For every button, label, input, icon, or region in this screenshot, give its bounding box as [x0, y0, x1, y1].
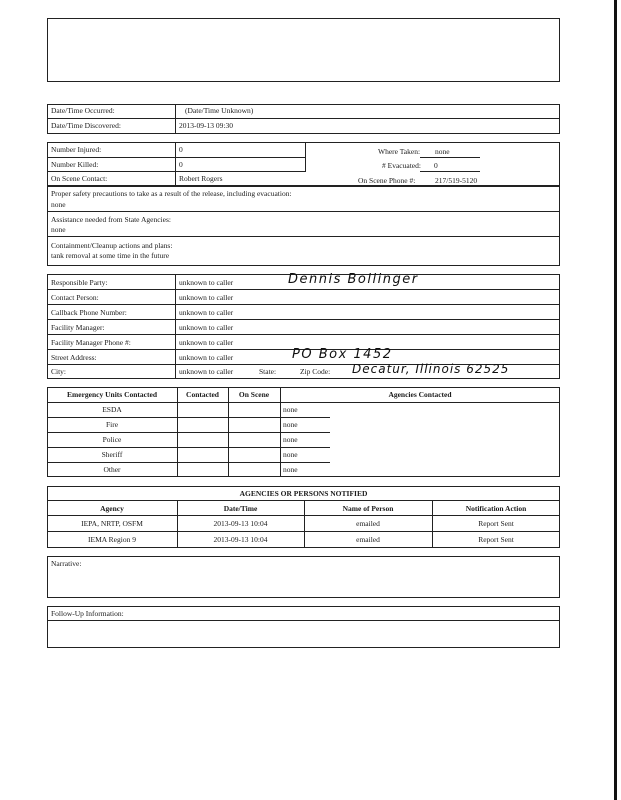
unit-fire-agency: none [283, 420, 298, 429]
street-address-value: unknown to caller [179, 353, 234, 362]
agencies-contacted-header: Agencies Contacted [388, 390, 452, 399]
date-occurred-label: Date/Time Occurred: [51, 106, 115, 115]
notified-row-agency: IEMA Region 9 [88, 535, 136, 544]
agency-header: Agency [100, 504, 124, 513]
person-header: Name of Person [342, 504, 394, 513]
injured-label: Number Injured: [51, 145, 102, 154]
state-label: State: [259, 367, 277, 376]
street-handwritten: PO Box 1452 [292, 347, 393, 362]
city-value: unknown to caller [179, 367, 234, 376]
responsible-party-value: unknown to caller [179, 278, 234, 287]
notified-row-action: Report Sent [478, 535, 514, 544]
city-handwritten: Decatur, Illinois 62525 [352, 362, 510, 376]
narrative-box [47, 556, 560, 598]
action-header: Notification Action [465, 504, 527, 513]
contact-person-value: unknown to caller [179, 293, 234, 302]
unit-fire: Fire [105, 420, 119, 429]
notified-title: AGENCIES OR PERSONS NOTIFIED [239, 489, 368, 498]
casualty-section [47, 142, 560, 186]
on-scene-phone-label: On Scene Phone #: [358, 176, 416, 185]
narrative-label: Narrative: [51, 559, 82, 568]
units-header: Emergency Units Contacted [67, 390, 157, 399]
unit-police: Police [102, 435, 122, 444]
notified-row-person: emailed [356, 519, 380, 528]
page-right-edge [614, 0, 617, 800]
top-blank-box [47, 18, 560, 82]
followup-label: Follow-Up Information: [51, 609, 124, 618]
containment-value: tank removal at some time in the future [51, 251, 170, 260]
unit-police-agency: none [283, 435, 298, 444]
injured-value: 0 [179, 145, 183, 154]
notified-row-action: Report Sent [478, 519, 514, 528]
evacuated-value: 0 [434, 161, 438, 170]
unit-esda-agency: none [283, 405, 298, 414]
notified-row-datetime: 2013-09-13 10:04 [213, 535, 268, 544]
where-taken-value: none [435, 147, 450, 156]
unit-esda: ESDA [102, 405, 122, 414]
unit-sheriff-agency: none [283, 450, 298, 459]
safety-value: none [51, 200, 66, 209]
zip-label: Zip Code: [300, 367, 331, 376]
facility-manager-label: Facility Manager: [51, 323, 105, 332]
notified-row-agency: IEPA, NRTP, OSFM [81, 519, 143, 528]
datetime-header: Date/Time [223, 504, 258, 513]
killed-value: 0 [179, 160, 183, 169]
where-taken-label: Where Taken: [378, 147, 421, 156]
callback-label: Callback Phone Number: [51, 308, 127, 317]
containment-label: Containment/Cleanup actions and plans: [51, 241, 173, 250]
facility-manager-value: unknown to caller [179, 323, 234, 332]
notified-row-datetime: 2013-09-13 10:04 [213, 519, 268, 528]
on-scene-contact-value: Robert Rogers [179, 174, 223, 183]
on-scene-contact-label: On Scene Contact: [51, 174, 108, 183]
assistance-value: none [51, 225, 66, 234]
responsible-party-handwritten: Dennis Bollinger [288, 272, 419, 287]
notified-row-person: emailed [356, 535, 380, 544]
on-scene-phone-value: 217/519-5120 [435, 176, 478, 185]
contacted-header: Contacted [186, 390, 219, 399]
date-discovered-label: Date/Time Discovered: [51, 121, 121, 130]
unit-other-agency: none [283, 465, 298, 474]
date-section [47, 104, 560, 134]
responsible-party-label: Responsible Party: [51, 278, 108, 287]
evacuated-label: # Evacuated: [382, 161, 421, 170]
callback-value: unknown to caller [179, 308, 234, 317]
on-scene-header: On Scene [238, 390, 270, 399]
city-label: City: [51, 367, 67, 376]
killed-label: Number Killed: [51, 160, 99, 169]
date-occurred-value: (Date/Time Unknown) [185, 106, 254, 115]
contact-person-label: Contact Person: [51, 293, 99, 302]
facility-phone-value: unknown to caller [179, 338, 234, 347]
safety-label: Proper safety precautions to take as a result of the release, including evacuation: [51, 189, 292, 198]
date-discovered-value: 2013-09-13 09:30 [179, 121, 233, 130]
unit-other: Other [103, 465, 121, 474]
street-address-label: Street Address: [51, 353, 97, 362]
followup-box [47, 606, 560, 648]
assistance-label: Assistance needed from State Agencies: [51, 215, 171, 224]
facility-phone-label: Facility Manager Phone #: [51, 338, 131, 347]
unit-sheriff: Sheriff [101, 450, 123, 459]
